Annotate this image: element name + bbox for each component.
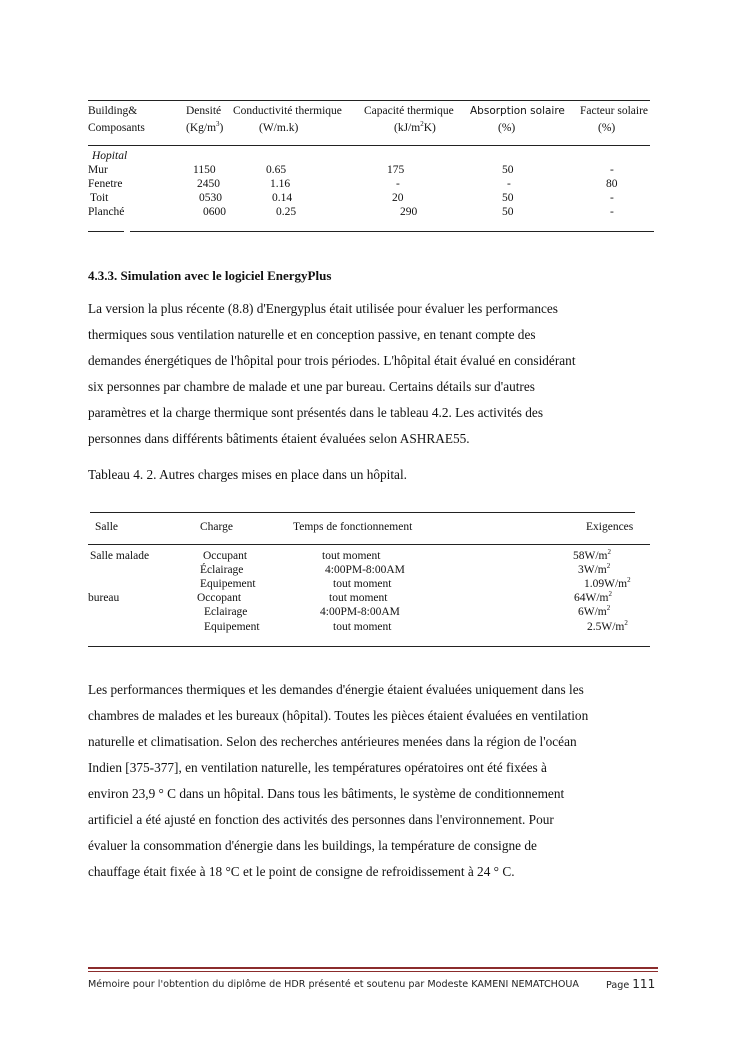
t2-header-temps: Temps de fonctionnement (293, 521, 413, 533)
t2-row6-temps: tout moment (333, 621, 392, 633)
t1-row-planche-name: Planché (88, 206, 125, 218)
t2-row6-charge: Equipement (204, 621, 260, 633)
t1-row-fenetre-densite: 2450 (197, 178, 220, 190)
t1-header-capacite: Capacité thermique $(kJ/m^2K)$ (364, 105, 454, 134)
t1-row-fenetre-conductivite: 1.16 (270, 178, 291, 190)
paragraph-line: naturelle et climatisation. Selon des recherches antérieures menées dans la région de l'océan (88, 734, 577, 749)
t1-header-conductivite: Conductivité thermique (W/m.k) (233, 105, 342, 134)
footer-rule-thin (88, 971, 658, 972)
table2-bottom-rule (88, 646, 650, 647)
t1-row-mur-facteur: - (610, 164, 614, 176)
t1-row-mur-name: Mur (88, 164, 108, 176)
table1-bottom-rule (130, 231, 654, 232)
paragraph-line: Les performances thermiques et les demandes d'énergie étaient évaluées uniquement dans les (88, 682, 584, 697)
t2-row2-charge: Éclairage (200, 564, 244, 576)
paragraph-line: thermiques sous ventilation naturelle et en conception passive, en tenant compte des (88, 327, 536, 342)
t1-row-mur-densite: 1150 (193, 164, 216, 176)
t2-row1-temps: tout moment (322, 550, 381, 562)
paragraph-line: Indien [375-377], en ventilation naturelle, les températures opératoires ont été fixées à (88, 760, 547, 775)
t2-row5-temps: 4:00PM-8:00AM (320, 606, 400, 618)
t2-row5-exigence: $6W/m^2$ (578, 604, 611, 618)
section-title: 4.3.3. Simulation avec le logiciel EnergyPlus (88, 268, 332, 283)
t1-row-planche-densite: 0600 (203, 206, 226, 218)
paragraph-line: La version la plus récente (8.8) d'Energyplus était utilisée pour évaluer les performances (88, 301, 558, 316)
t1-row-planche-facteur: - (610, 206, 614, 218)
t1-row-mur-conductivite: 0.65 (266, 164, 287, 176)
t2-row4-charge: Occopant (197, 592, 242, 604)
t1-header-facteur: Facteur solaire (%) (580, 105, 649, 134)
paragraph-line: six personnes par chambre de malade et une par bureau. Certains détails sur d'autres (88, 379, 535, 394)
table2-caption: Tableau 4. 2. Autres charges mises en place dans un hôpital. (88, 467, 407, 482)
t1-row-toit-densite: 0530 (199, 192, 222, 204)
t1-row-planche-absorption: 50 (502, 206, 514, 218)
t2-header-salle: Salle (95, 521, 118, 533)
t2-row4-temps: tout moment (329, 592, 388, 604)
t2-row4-exigence: $64W/m^2$ (574, 590, 612, 604)
paragraph-line: personnes dans différents bâtiments étaient évaluées selon ASHRAE55. (88, 431, 470, 446)
t1-row-toit-facteur: - (610, 192, 614, 204)
t2-header-charge: Charge (200, 521, 234, 533)
paragraph-line: environ 23,9 ° C dans un hôpital. Dans tous les bâtiments, le système de conditionnement (88, 786, 565, 801)
footer-text: Mémoire pour l'obtention du diplôme de HDR présenté et soutenu par Modeste KAMENI NEMATCHOUA (88, 979, 579, 990)
table2-header-rule (88, 544, 650, 545)
paragraph-results (88, 677, 656, 885)
page-number: Page 111 (606, 977, 656, 991)
t2-row3-charge: Equipement (200, 578, 256, 590)
t2-row4-salle: bureau (88, 592, 120, 604)
t1-row-planche-conductivite: 0.25 (276, 206, 297, 218)
footer-rule-thick (88, 967, 658, 969)
t1-row-mur-capacite: 175 (387, 164, 405, 176)
paragraph-line: paramètres et la charge thermique sont présentés dans le tableau 4.2. Les activités des (88, 405, 544, 420)
t1-header-densite: Densité $(Kg/m^3)$ (186, 105, 224, 134)
t1-row-toit-name: Toit (90, 192, 109, 204)
t1-row-fenetre-absorption: - (507, 178, 511, 190)
t2-header-exigences: Exigences (586, 521, 634, 533)
t2-row3-temps: tout moment (333, 578, 392, 590)
t1-row-fenetre-name: Fenetre (88, 178, 123, 190)
t2-row5-charge: Eclairage (204, 606, 248, 618)
paragraph-line: chambres de malades et les bureaux (hôpital). Toutes les pièces étaient évaluées en ventilation (88, 708, 589, 723)
t1-row-toit-conductivite: 0.14 (272, 192, 293, 204)
t1-header-building: Building& Composants (88, 105, 145, 134)
t2-row1-exigence: $58W/m^2$ (573, 548, 611, 562)
table1-top-rule (88, 100, 650, 101)
t2-row6-exigence: $2.5W/m^2$ (587, 619, 628, 633)
t1-header-absorption: Absorption solaire (%) (470, 105, 565, 134)
t2-row2-exigence: $3W/m^2$ (578, 562, 611, 576)
table1-header-rule (88, 145, 650, 146)
t1-row-toit-capacite: 20 (392, 192, 404, 204)
t1-row-fenetre-facteur: 80 (606, 178, 618, 190)
t1-row-planche-capacite: 290 (400, 206, 418, 218)
paragraph-intro (88, 296, 656, 452)
t2-row1-charge: Occupant (203, 550, 248, 562)
t1-row-toit-absorption: 50 (502, 192, 514, 204)
t2-row3-exigence: $1.09W/m^2$ (584, 576, 631, 590)
t1-group-hopital: Hopital (92, 150, 128, 162)
paragraph-line: artificiel a été ajusté en fonction des activités des personnes dans l'environnement. Pour (88, 812, 554, 827)
paragraph-line: demandes énergétiques de l'hôpital pour trois périodes. L'hôpital était évalué en considérant (88, 353, 576, 368)
t1-row-fenetre-capacite: - (396, 178, 400, 190)
t2-row2-temps: 4:00PM-8:00AM (325, 564, 405, 576)
paragraph-line: chauffage était fixée à 18 °C et le point de consigne de refroidissement à 24 ° C. (88, 864, 515, 879)
paragraph-line: évaluer la consommation d'énergie dans les buildings, la température de consigne de (88, 838, 537, 853)
table1-bottom-rule-short (88, 231, 124, 232)
t2-row1-salle: Salle malade (90, 550, 150, 562)
t1-row-mur-absorption: 50 (502, 164, 514, 176)
table2-top-rule (90, 512, 635, 513)
